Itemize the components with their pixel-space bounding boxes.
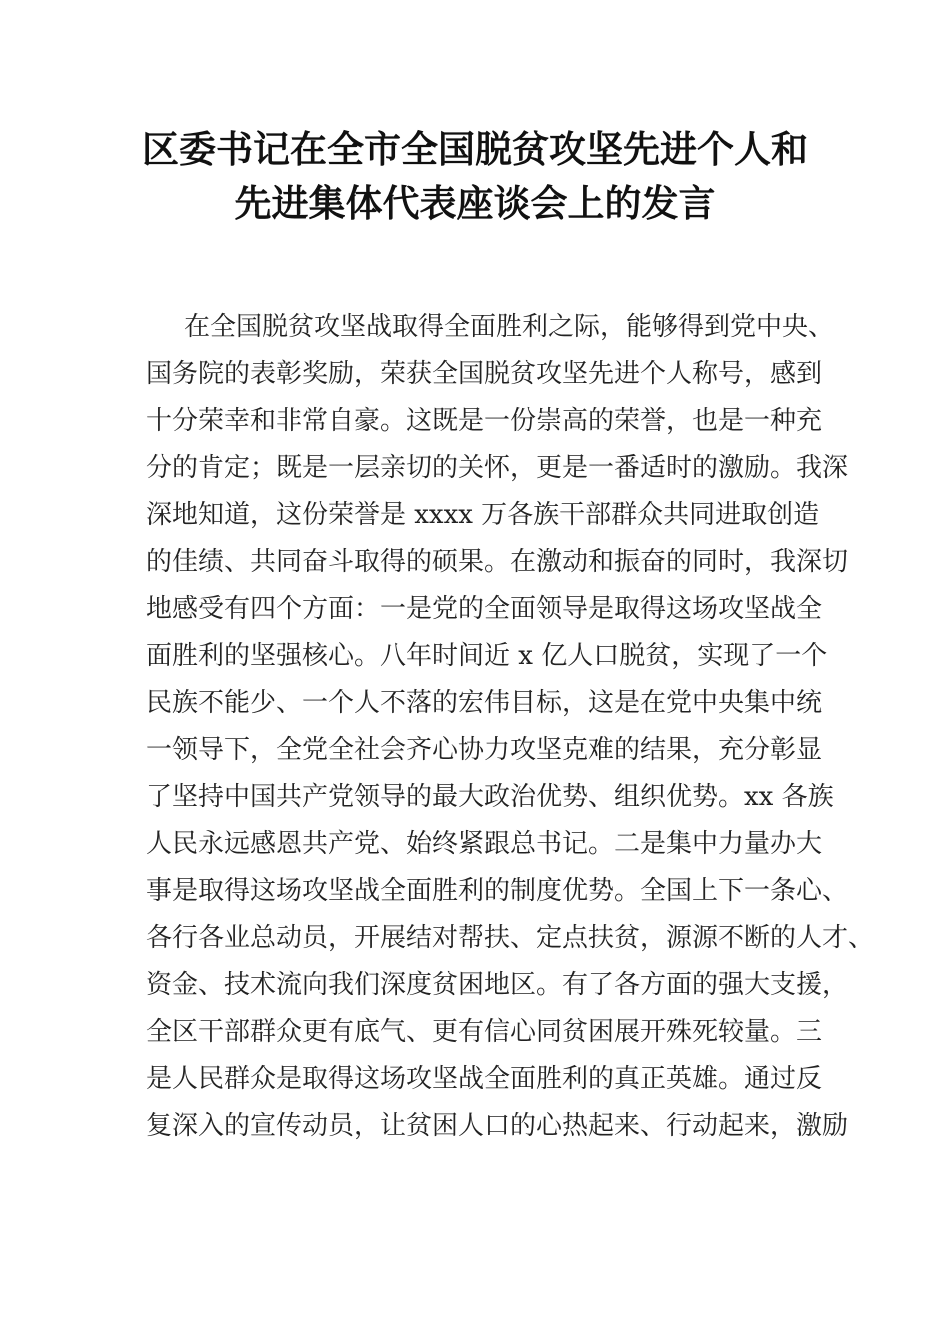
body-line: 了坚持中国共产党领导的最大政治优势、组织优势。xx 各族	[146, 782, 834, 812]
document-body	[146, 304, 875, 1150]
title-line-2: 先进集体代表座谈会上的发言	[234, 181, 716, 225]
body-line: 面胜利的坚强核心。八年时间近 x 亿人口脱贫，实现了一个	[146, 641, 828, 671]
body-line: 一领导下，全党全社会齐心协力攻坚克难的结果，充分彰显	[146, 735, 823, 765]
body-line: 在全国脱贫攻坚战取得全面胜利之际，能够得到党中央、	[184, 312, 835, 342]
title-line-1: 区委书记在全市全国脱贫攻坚先进个人和	[142, 127, 808, 171]
body-line: 地感受有四个方面：一是党的全面领导是取得这场攻坚战全	[146, 594, 823, 624]
body-line: 资金、技术流向我们深度贫困地区。有了各方面的强大支援，	[146, 970, 849, 1000]
body-line: 人民永远感恩共产党、始终紧跟总书记。二是集中力量办大	[146, 829, 823, 859]
body-line: 全区干部群众更有底气、更有信心同贫困展开殊死较量。三	[146, 1017, 823, 1047]
document-title	[0, 122, 950, 230]
body-line: 民族不能少、一个人不落的宏伟目标，这是在党中央集中统	[146, 688, 823, 718]
body-line: 是人民群众是取得这场攻坚战全面胜利的真正英雄。通过反	[146, 1064, 823, 1094]
body-line: 的佳绩、共同奋斗取得的硕果。在激动和振奋的同时，我深切	[146, 547, 849, 577]
body-line: 各行各业总动员，开展结对帮扶、定点扶贫，源源不断的人才、	[146, 923, 875, 953]
body-line: 分的肯定；既是一层亲切的关怀，更是一番适时的激励。我深	[146, 453, 849, 483]
body-line: 深地知道，这份荣誉是 xxxx 万各族干部群众共同进取创造	[146, 500, 820, 530]
body-line: 事是取得这场攻坚战全面胜利的制度优势。全国上下一条心、	[146, 876, 849, 906]
body-line: 十分荣幸和非常自豪。这既是一份崇高的荣誉，也是一种充	[146, 406, 823, 436]
body-line: 国务院的表彰奖励，荣获全国脱贫攻坚先进个人称号，感到	[146, 359, 823, 389]
body-line: 复深入的宣传动员，让贫困人口的心热起来、行动起来，激励	[146, 1111, 849, 1141]
